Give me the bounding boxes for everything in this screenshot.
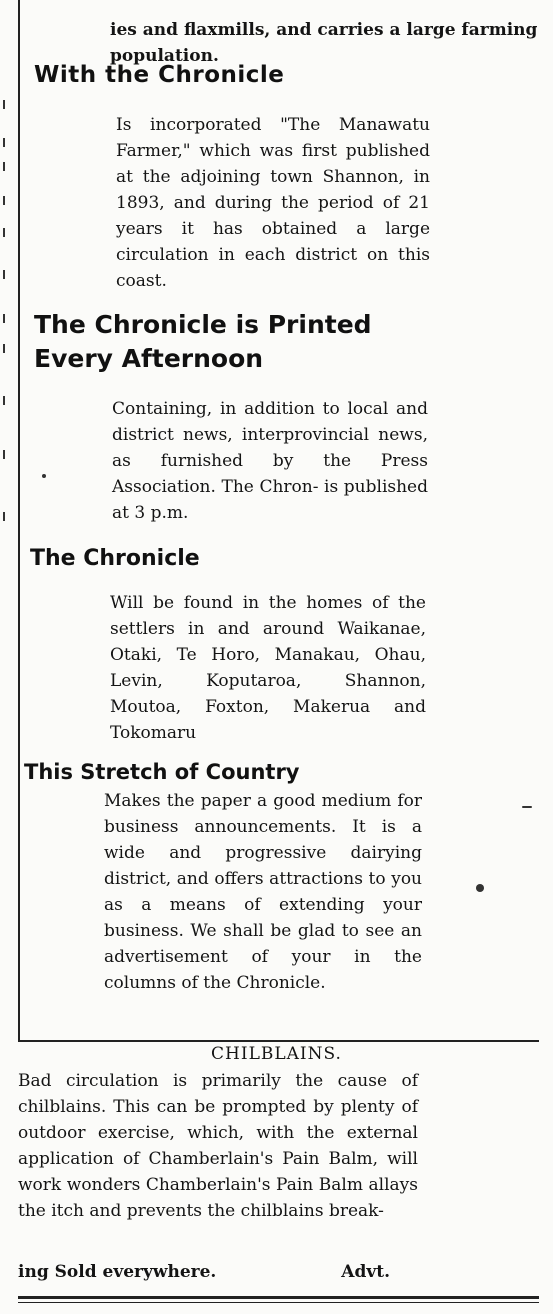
bottom-rule-thin [18, 1302, 539, 1303]
advert-title: CHILBLAINS. [211, 1044, 342, 1064]
column-rule-left [18, 0, 20, 1040]
section-body-2: Containing, in addition to local and district news, interprovincial news, as furnished by the Press Association. The Chron- is published at 3 p.m. [112, 399, 428, 523]
section-body-3: Will be found in the homes of the settlers in and around Waikanae, Otaki, Te Horo, Manakau, Ohau, Levin, Koputaroa, Shannon, Moutoa, Foxton, Makerua and Tokomaru [110, 593, 426, 743]
section-body-4: Makes the paper a good medium for business announcements. It is a wide and progressive dairying district, and offers attractions to you as a means of extending your business. We shall be glad to see an advertisement of your in the columns of the Chronicle. [104, 791, 422, 993]
margin-ticks [0, 100, 10, 530]
section-heading-3: The Chronicle [30, 546, 200, 571]
section-body-1: Is incorporated "The Manawatu Farmer," which was first published at the adjoining town Shannon, in 1893, and during the period of 21 years it has obtained a large circulation in each district on this coast. [116, 115, 430, 291]
section-heading-4: This Stretch of Country [24, 760, 300, 784]
advert-footer [18, 1262, 390, 1282]
continued-text: ies and flaxmills, and carries a large farming population. [110, 20, 538, 66]
section-heading-1: With the Chronicle [34, 62, 285, 88]
advert-footer-right: Advt. [341, 1262, 390, 1282]
divider-rule [18, 1040, 539, 1042]
section-heading-2: The Chronicle is Printed Every Afternoon [34, 310, 372, 373]
bottom-rule-thick [18, 1296, 539, 1299]
ink-speck [522, 806, 532, 808]
advert-body: Bad circulation is primarily the cause of chilblains. This can be prompted by plenty of outdoor exercise, which, with the external application of Chamberlain's Pain Balm, will work wonders Chamberlain's Pain Balm allays the itch and prevents the chilblains break- [18, 1071, 418, 1221]
ink-speck [476, 884, 484, 892]
advert-footer-left: ing Sold everywhere. [18, 1262, 217, 1282]
ink-speck [42, 474, 46, 478]
